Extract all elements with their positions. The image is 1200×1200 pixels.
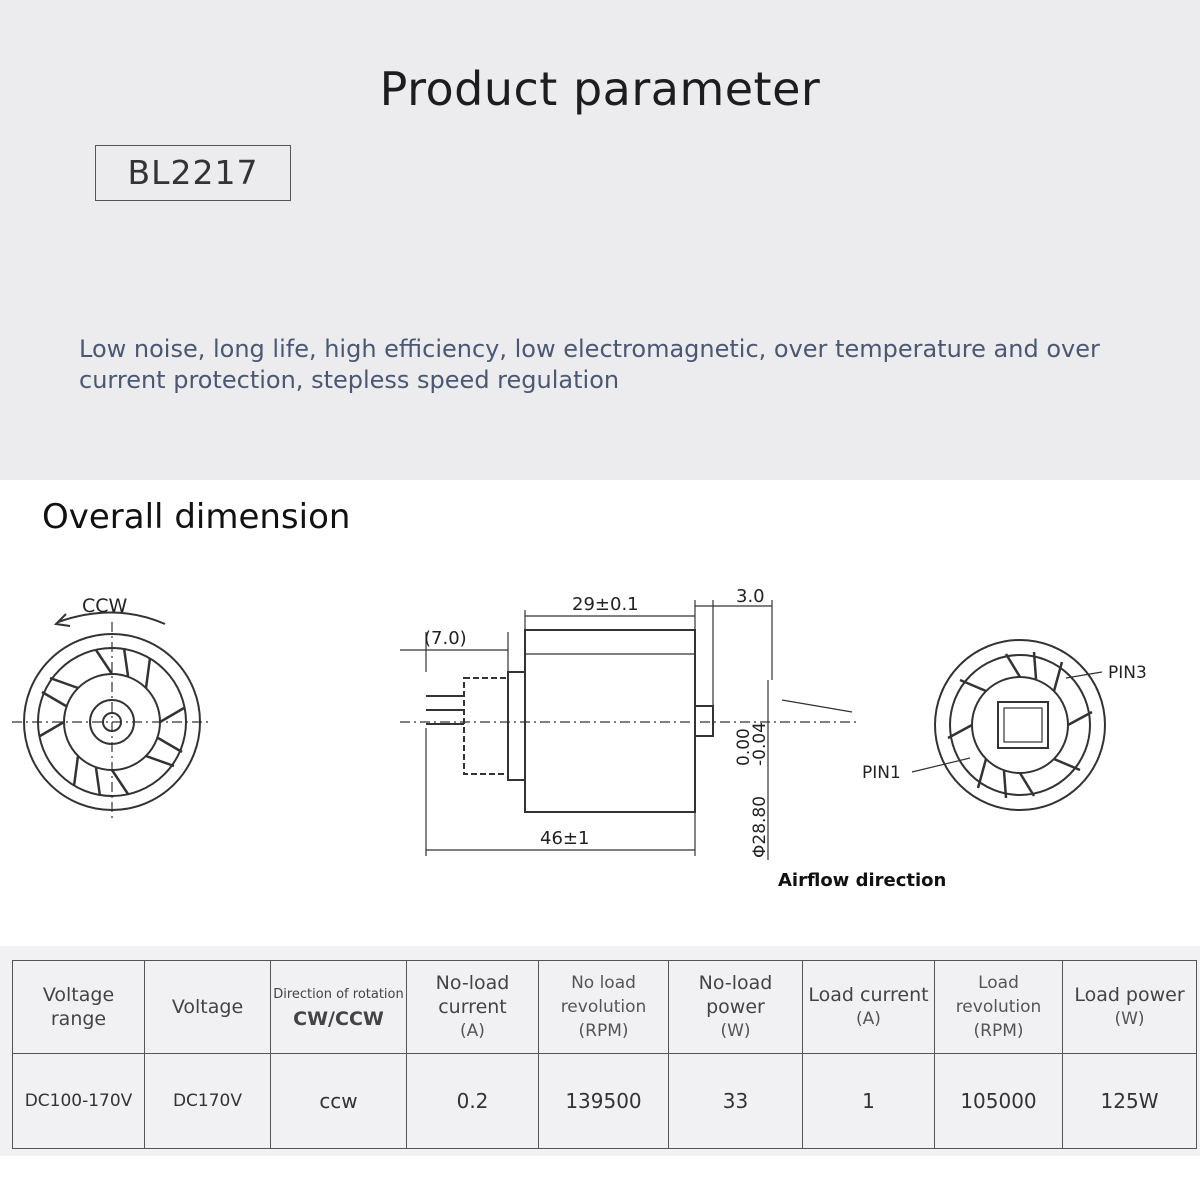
dim-total-length: 46±1	[540, 828, 590, 849]
rotation-label: CCW	[82, 595, 128, 617]
pin3-label: PIN3	[1108, 663, 1147, 683]
model-badge: BL2217	[95, 145, 291, 201]
cell-load-power: 125W	[1063, 1054, 1197, 1149]
header-no-load-current: No-load current (A)	[407, 961, 539, 1054]
header-voltage: Voltage	[145, 961, 271, 1054]
cell-no-load-revolution: 139500	[539, 1054, 669, 1149]
parameter-table	[12, 960, 1197, 1149]
side-view-motor	[400, 600, 860, 860]
airflow-label: Airflow direction	[778, 870, 947, 891]
pin1-label: PIN1	[862, 763, 901, 783]
cell-voltage-range: DC100-170V	[13, 1054, 145, 1149]
dim-tolerance-upper: 0.00	[734, 728, 754, 766]
product-description	[79, 334, 1159, 396]
dim-shaft-length: (7.0)	[424, 628, 467, 649]
dimension-drawing	[0, 560, 1200, 940]
section-title-dimension: Overall dimension	[42, 497, 351, 537]
parameter-table-panel	[0, 946, 1200, 1156]
page-title: Product parameter	[379, 62, 821, 116]
cell-direction: ccw	[271, 1054, 407, 1149]
cell-no-load-current: 0.2	[407, 1054, 539, 1149]
description-line-2: current protection, stepless speed regulation	[79, 366, 620, 394]
header-no-load-power: No-load power (W)	[669, 961, 803, 1054]
table-row	[13, 1054, 1197, 1149]
header-no-load-revolution: No load revolution (RPM)	[539, 961, 669, 1054]
rear-view-fan	[912, 640, 1105, 810]
dim-cap-length: 3.0	[736, 586, 765, 607]
header-panel	[0, 0, 1200, 480]
cell-voltage: DC170V	[145, 1054, 271, 1149]
description-line-1: Low noise, long life, high efficiency, low electromagnetic, over temperature and over	[79, 335, 1100, 363]
dim-diameter: Φ28.80	[750, 795, 770, 858]
dim-body-length: 29±0.1	[572, 594, 639, 615]
table-header-row	[13, 961, 1197, 1054]
header-voltage-range: Voltage range	[13, 961, 145, 1054]
header-load-revolution: Load revolution (RPM)	[935, 961, 1063, 1054]
front-view-fan	[12, 612, 212, 822]
header-direction: Direction of rotation CW/CCW	[271, 961, 407, 1054]
cell-load-revolution: 105000	[935, 1054, 1063, 1149]
cell-load-current: 1	[803, 1054, 935, 1149]
header-load-current: Load current (A)	[803, 961, 935, 1054]
cell-no-load-power: 33	[669, 1054, 803, 1149]
header-load-power: Load power (W)	[1063, 961, 1197, 1054]
dim-tolerance-lower: -0.04	[750, 722, 770, 766]
